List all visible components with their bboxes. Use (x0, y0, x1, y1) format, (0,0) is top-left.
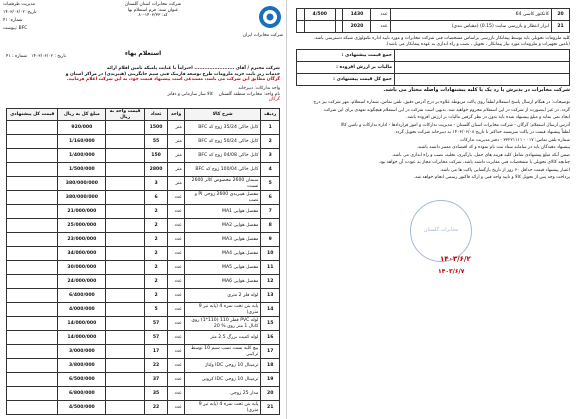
row-index-cell: 2 (261, 135, 280, 149)
terms-line: ضمن آنکه مبلغ پیشنهادی شامل کلیه هزینه های حمل، بارگیری، تخلیه، نصب و راه اندازی می باشد. (391, 152, 570, 158)
table-row (7, 135, 280, 149)
sub-intro-line: واحد تدارکات: دبیرخانه (238, 86, 280, 91)
unit-cell: عدد (168, 233, 185, 247)
doc-date: تاریخ : ۱۴۰۳/۰۶/۰۲ (31, 54, 66, 59)
item-description-cell: مدار 25 زوجی (184, 387, 261, 401)
quantity-cell: 17 (144, 345, 167, 359)
terms-line: آدرس ارسال استعلام: گرگان - شرکت مخابرات استان گلستان - مدیریت تدارکات و امور قراردادها - اداره تدارکات و تامین کالا (340, 122, 570, 128)
offer-price-cell (7, 163, 58, 177)
quantity-cell: 2 (144, 289, 167, 303)
item-description-cell: کانکتور کاسی 64 (390, 9, 551, 21)
telecom-logo-icon (257, 4, 283, 30)
table-row (7, 303, 280, 317)
quantity-cell: 150 (144, 149, 167, 163)
quantity-cell: 57 (144, 331, 167, 345)
row-index-cell: 9 (261, 233, 280, 247)
unit-cell: متر (168, 135, 185, 149)
quantity-cell: 2 (144, 275, 167, 289)
table-row (7, 219, 280, 233)
row-index-cell: 11 (261, 261, 280, 275)
table-row (7, 233, 280, 247)
row-index-cell: 19 (261, 373, 280, 387)
table-row (7, 121, 280, 135)
row-index-cell: 7 (261, 205, 280, 219)
unit-price-cell (106, 177, 145, 191)
intro-line: خدمات زیر بابت خرید ملزومات طرح توسعه فازینک فنی سیم جایگزینی (هیبریدی) در مراکز استان و (65, 71, 280, 77)
quantity-cell: 1430 (343, 9, 371, 21)
item-description-cell: مفصل هوایی MA3 (184, 233, 261, 247)
header-sub-line: شرکت مخابرات استان گلستان (124, 2, 182, 7)
stamp-label: مخابرات گلستان (423, 227, 459, 233)
quantity-cell: 2 (144, 233, 167, 247)
company-name: شرکت مخابرات ایران (242, 32, 283, 38)
row-index-cell: 12 (261, 275, 280, 289)
total-price-cell: 3/000/000 (58, 345, 106, 359)
total-price-cell: 380/000/000 (58, 191, 106, 205)
item-description-cell: مفصل هوایی MA5 (184, 261, 261, 275)
total-price-cell: 1/500/000 (58, 163, 106, 177)
row-index-cell: 6 (261, 191, 280, 205)
header-sub-lines (113, 2, 193, 19)
row-index-cell: 16 (261, 331, 280, 345)
table-row (7, 345, 280, 359)
terms-line: اعتبار پیشنهاد قیمت حداقل ۶۰ روز از تاریخ بازگشایی پاکت ها می باشد. (439, 167, 570, 173)
terms-line: پیشنهاد دهندگان باید در سامانه ستاد ثبت نام نموده و کد اقتصادی معتبر داشته باشند. (416, 145, 570, 150)
unit-cell: متر (168, 121, 185, 135)
total-price-cell: 1/160/000 (58, 135, 106, 149)
table-row (7, 359, 280, 373)
note-line: کلیه ملزومات تحویلی باید توسط پیمانکار بازرسی براساس مشخصات فنی شرکت مخابرات و مورد تایید اداره تکنولوژی شبکه دسترسی باشد. (313, 36, 570, 41)
row-index-cell: 15 (261, 317, 280, 331)
col-header: شرح کالا (184, 109, 261, 121)
unit-price-cell (106, 247, 145, 261)
table-body (7, 121, 280, 415)
unit-cell: متر (168, 177, 185, 191)
unit-cell: متر (168, 149, 185, 163)
table-row (7, 317, 280, 331)
row-index-cell: 21 (552, 21, 570, 33)
unit-cell: عدد (168, 289, 185, 303)
total-price-cell: 23/000/000 (58, 233, 106, 247)
unit-cell: عدد (168, 191, 185, 205)
unit-cell: عدد (168, 219, 185, 233)
page-title: استعلام بهاء (124, 50, 162, 57)
unit-cell: عدد (168, 317, 185, 331)
quantity-cell: 2 (144, 205, 167, 219)
quantity-cell: 2 (144, 247, 167, 261)
terms-line: ایجاد نمی نماید و مبلغ پیشنهاد شده باید بدون در نظر گرفتن مالیات بر ارزش افزوده باشد. (406, 115, 570, 120)
notes-block (296, 36, 570, 47)
total-price-cell: 920/000 (58, 121, 106, 135)
item-description-cell: لوله کمیت بزرگ 2.5 متر (184, 331, 261, 345)
row-index-cell: 18 (261, 359, 280, 373)
offer-price-cell (7, 373, 58, 387)
summary-row (297, 50, 570, 62)
row-index-cell: 10 (261, 247, 280, 261)
unit-price-cell (106, 359, 145, 373)
summary-table (296, 49, 570, 86)
quantity-cell: 1500 (144, 121, 167, 135)
summary-label: جمع قیمت پیشنهادی : (297, 50, 395, 62)
total-price-cell: 6/800/000 (58, 387, 106, 401)
intro-paragraph (6, 66, 280, 83)
total-price-cell: 14/000/000 (58, 331, 106, 345)
table-row (7, 205, 280, 219)
total-price-cell: 21/000/000 (58, 205, 106, 219)
col-header: مبلغ کل به ریال (58, 109, 106, 121)
unit-price-cell (106, 345, 145, 359)
unit-cell: عدد (168, 205, 185, 219)
terms-line: توضیحات: در هنگام ارسال پاسخ استعلام لطفاً روی پاکت مربوطه علاوه بر درج آدرس دقیق، تلفن تماس، شماره استعلام، مهر شرکت نیز درج (313, 100, 570, 105)
row-index-cell: 1 (261, 121, 280, 135)
quantity-cell: 55 (144, 135, 167, 149)
offer-price-cell (7, 317, 58, 331)
unit-price-cell (106, 121, 145, 135)
item-description-cell: ترمینال 10 زوجی IDC کرونی (184, 373, 261, 387)
offer-price-cell (7, 401, 58, 415)
row-index-cell: 20 (552, 9, 570, 21)
col-header: ردیف (261, 109, 280, 121)
item-description-cell: ترمینال 10 زوجی IDC ولتاژ (184, 359, 261, 373)
row-index-cell: 13 (261, 289, 280, 303)
item-description-cell: مفصل هیبریدی 2600 زوجی PI و نصب (184, 191, 261, 205)
unit-price-cell (106, 317, 145, 331)
offer-price-cell (297, 9, 305, 21)
total-price-cell: 6/500/000 (58, 373, 106, 387)
row-index-cell: 20 (261, 387, 280, 401)
note-line: (تامین تجهیزات و ملزومات مورد نیاز پیمانکار ، تحویل ، نصب و راه اندازی به عهده پیمانکار می باشد). (385, 41, 570, 47)
item-description-cell: مفصل هوایی MA4 (184, 247, 261, 261)
row-index-cell: 3 (261, 149, 280, 163)
signature-date-2: ۱۴۰۳/۶/۷ (438, 268, 465, 275)
offer-price-cell (297, 21, 305, 33)
continuation-table (296, 8, 570, 33)
company-stamp (410, 200, 472, 262)
sub-intro-item: کالا ساز سازمانی و دفاتر (167, 91, 213, 97)
terms-line: چنانچه کالای تحویلی با مشخصات فنی مغایرت داشته باشد، شرکت مخابرات مجاز به عودت آن خواهد بود. (378, 160, 570, 165)
item-description-cell: مفصل هوایی MA2 (184, 219, 261, 233)
offer-price-cell (7, 387, 58, 401)
total-price-cell: 24/000/000 (58, 275, 106, 289)
item-description-cell: کابل خاکی 04/08 زوج کد BFC (184, 149, 261, 163)
unit-cell: عدد (168, 373, 185, 387)
header-meta-line: مدیریت طرفعیات (3, 2, 36, 7)
doc-date-number (6, 54, 280, 60)
total-price-cell: 14/000/000 (58, 317, 106, 331)
unit-price-cell (106, 191, 145, 205)
table-row (297, 9, 570, 21)
unit-price-cell (106, 163, 145, 177)
unit-cell: عدد (168, 401, 185, 415)
quantity-cell: 6 (144, 191, 167, 205)
table-row (297, 21, 570, 33)
unit-price-cell (106, 331, 145, 345)
intro-line: شرکت محترم / آقای ........................ احتراماً با عنایت بامیکه تامین اقلام ارائه (106, 66, 280, 71)
col-header: قیمت واحد به ریال (106, 109, 145, 121)
summary-row (297, 74, 570, 86)
table-row (7, 289, 280, 303)
unit-cell: عدد (168, 387, 185, 401)
table-header-row (7, 109, 280, 121)
quantity-cell: 2020 (343, 21, 371, 33)
unit-price-cell (106, 219, 145, 233)
terms-line: پرداخت وجه پس از تحویل کالا و تایید واحد فنی و ارائه فاکتور رسمی انجام خواهد شد. (413, 175, 570, 180)
unit-price-cell (106, 261, 145, 275)
item-description-cell: مفصل هوایی MA1 (184, 205, 261, 219)
item-description-cell: سیمان 2600 مخصوص کالر 2600 نسبت (184, 177, 261, 191)
quantity-cell: 5 (144, 303, 167, 317)
terms-body (296, 100, 570, 183)
unit-price-cell (106, 233, 145, 247)
offer-price-cell (7, 191, 58, 205)
sub-intro-line: گرگان (268, 97, 280, 102)
item-description-cell: مفصل هوایی MA6 (184, 275, 261, 289)
header-meta-line: شماره: ۴۱ (3, 18, 23, 23)
unit-price-cell (106, 205, 145, 219)
row-index-cell: 17 (261, 345, 280, 359)
offer-price-cell (7, 345, 58, 359)
summary-row (297, 62, 570, 74)
unit-price-cell (335, 21, 343, 33)
item-description-cell: لوله فلز 2 متری (184, 289, 261, 303)
offer-price-cell (7, 135, 58, 149)
offer-price-cell (7, 219, 58, 233)
unit-cell: عدد (168, 345, 185, 359)
offer-price-cell (7, 289, 58, 303)
doc-number: شماره : ۴۱ (6, 54, 27, 59)
row-index-cell: 4 (261, 163, 280, 177)
intro-line: گرگان مطابق این شرکت می باشد، مستدعی است پیشنهاد قیمت خود، به این شرکت اعلام فرمایید. (66, 77, 280, 82)
unit-price-cell (106, 401, 145, 415)
offer-price-cell (7, 275, 58, 289)
unit-price-cell (335, 9, 343, 21)
item-description-cell: پایه بتن تخت نمره 4 (پایه تیر 9 متری) (184, 303, 261, 317)
table-row (7, 373, 280, 387)
unit-price-cell (106, 135, 145, 149)
quantity-cell: 37 (144, 373, 167, 387)
item-description-cell: کابل خاکی 35/24 زوج کد BFC (184, 121, 261, 135)
col-header: قیمت کل پیشنهادی (7, 109, 58, 121)
total-price-cell (304, 21, 335, 33)
unit-cell: عدد (168, 275, 185, 289)
unit-price-cell (106, 275, 145, 289)
sub-intro-item: نام واحد: مخابرات منطقه گلستان (218, 91, 280, 97)
sub-intro (6, 86, 280, 103)
offer-price-cell (7, 247, 58, 261)
terms-line: شماره تلفن تماس: ۰۱۷ - ۳۳۲۲۱۱۱۱ - دفتر مدیریت تدارکات (460, 137, 570, 143)
item-description-cell: پایه بتن تخت نمره 4 (پایه تیر 9 متری) (184, 401, 261, 415)
header-meta-line: پیوست: BFC (3, 26, 28, 31)
rejection-note: شرکت مخابرات در پذیرش یا رد یک یا کلیه پیشنهادات واصله مختار می باشد. (383, 87, 570, 93)
total-price-cell: 380/000/000 (58, 177, 106, 191)
total-price-cell: 1/400/000 (58, 149, 106, 163)
table-row (7, 401, 280, 415)
terms-line: گردد. در غیر اینصورت از شرکت در این استعلام محروم خواهید شد. بدیهی است شرکت در این استعلام هیچگونه تعهدی برای این شرکت (323, 107, 570, 113)
price-inquiry-table (6, 108, 280, 415)
header-meta-lines (3, 2, 113, 34)
unit-price-cell (106, 303, 145, 317)
item-description-cell: کابل خاکی 50/24 زوج کد BFC (184, 135, 261, 149)
offer-price-cell (7, 331, 58, 345)
table-row (7, 261, 280, 275)
total-price-cell: 6/400/000 (58, 289, 106, 303)
table-row (7, 163, 280, 177)
item-description-cell: کابل خاکی 100/04 زوج کد BFC (184, 163, 261, 177)
unit-cell: عدد (168, 303, 185, 317)
offer-price-cell (7, 261, 58, 275)
table-row (7, 247, 280, 261)
row-index-cell: 8 (261, 219, 280, 233)
item-description-cell: پیچ کلید بست نصب سیم 10 توسط ترکیبی (184, 345, 261, 359)
table-row (7, 149, 280, 163)
summary-label: جمع کل قیمت پیشنهادی : (297, 74, 395, 86)
total-price-cell: 30/000/000 (58, 261, 106, 275)
header-sub-line: عنوان سند: فرم استعلام بها (127, 7, 179, 13)
page-header (3, 2, 283, 46)
unit-price-cell (106, 289, 145, 303)
total-price-cell: 4/000/000 (58, 303, 106, 317)
unit-price-cell (106, 149, 145, 163)
col-header: تعداد (144, 109, 167, 121)
offer-price-cell (7, 177, 58, 191)
terms-line: لطفاً پیشنهاد قیمت در پاکت سربسته حداکثر تا تاریخ ۱۴۰۳/۰۶/۰۸ به دبیرخانه شرکت تحویل گردد. (394, 130, 570, 135)
unit-cell: عدد (168, 247, 185, 261)
total-price-cell: 4/500 (304, 9, 335, 21)
document-page-left (0, 0, 287, 419)
unit-cell: عدد (168, 261, 185, 275)
document-page-right (290, 0, 576, 419)
total-price-cell: 3/800/000 (58, 359, 106, 373)
header-logo-block (183, 4, 283, 38)
total-price-cell: 4/500/000 (58, 401, 106, 415)
quantity-cell: 22 (144, 401, 167, 415)
row-index-cell: 5 (261, 177, 280, 191)
total-price-cell: 25/000/000 (58, 219, 106, 233)
table-row (7, 191, 280, 205)
table-row (7, 387, 280, 401)
header-meta-line: تاریخ: ۱۴۰۳/۰۶/۰۲ (3, 10, 37, 15)
unit-cell: عدد (371, 21, 390, 33)
quantity-cell: 2800 (144, 163, 167, 177)
quantity-cell: 2 (144, 261, 167, 275)
table-row (7, 331, 280, 345)
continuation-table-body (297, 9, 570, 33)
offer-price-cell (7, 205, 58, 219)
unit-cell: عدد (371, 9, 390, 21)
col-header: واحد (168, 109, 185, 121)
row-index-cell: 14 (261, 303, 280, 317)
unit-cell: عدد (168, 331, 185, 345)
header-sub-line: کد: ۱۴۰۳/۳۳-۸۰ (138, 13, 168, 18)
unit-price-cell (106, 373, 145, 387)
unit-price-cell (106, 387, 145, 401)
summary-label: مالیات بر ارزش افزوده : (297, 62, 395, 74)
quantity-cell: 3 (144, 177, 167, 191)
unit-cell: متر (168, 163, 185, 177)
quantity-cell: 57 (144, 317, 167, 331)
offer-price-cell (7, 121, 58, 135)
quantity-cell: 22 (144, 359, 167, 373)
quantity-cell: 2 (144, 219, 167, 233)
quantity-cell: 35 (144, 387, 167, 401)
item-description-cell: ابزار انتظار و بازرسی سایت (0.15) (مقیاس بندی) (390, 21, 551, 33)
total-price-cell: 34/000/000 (58, 247, 106, 261)
unit-cell: عدد (168, 359, 185, 373)
signature-date: ۱۴۰۳/۶/۲ (440, 255, 471, 263)
offer-price-cell (7, 303, 58, 317)
row-index-cell: 21 (261, 401, 280, 415)
item-description-cell: لوله PVC قطر 110 (110*1) روی کانال 1 متر روی % 20 (184, 317, 261, 331)
offer-price-cell (7, 233, 58, 247)
offer-price-cell (7, 149, 58, 163)
table-row (7, 177, 280, 191)
table-row (7, 275, 280, 289)
offer-price-cell (7, 359, 58, 373)
